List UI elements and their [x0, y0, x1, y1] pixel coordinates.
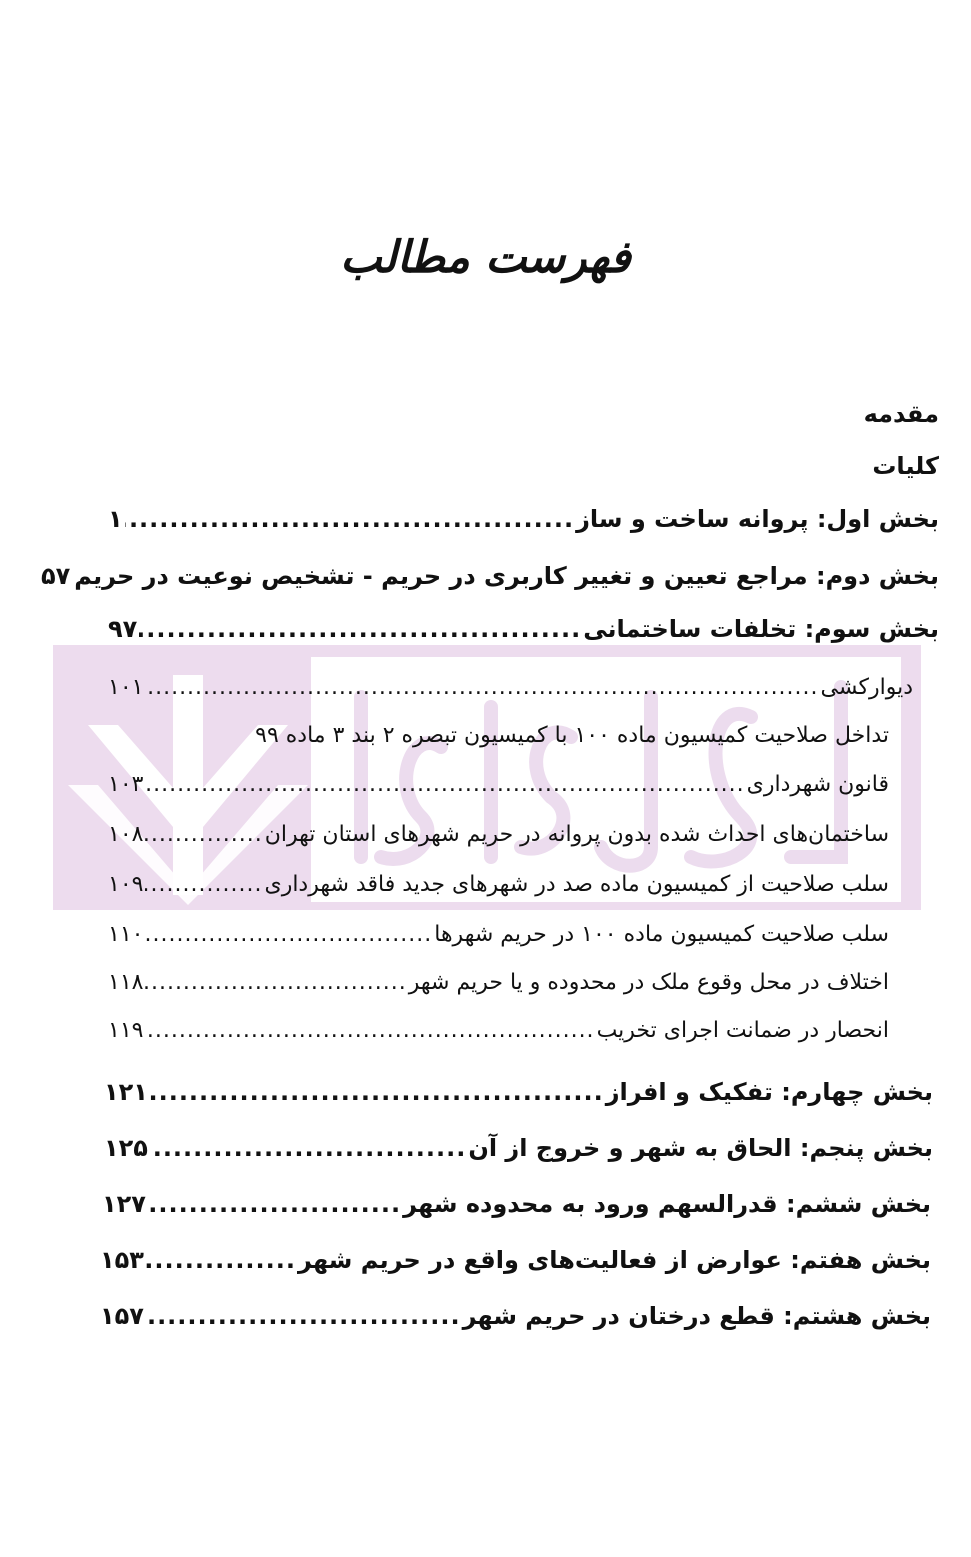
toc-entry[interactable]: بخش پنجم: الحاق به شهر و خروج از آن ..... ۱۲۵ [104, 1134, 933, 1162]
leader-dots [145, 1018, 594, 1043]
toc-entry[interactable]: بخش سوم: تخلفات ساختمانی ..... ۹۷ [108, 615, 939, 643]
toc-subentry[interactable]: سلب صلاحیت کمیسیون ماده ۱۰۰ در حریم شهرها ..... ۱۱۰ [108, 922, 889, 947]
leader-dots [145, 922, 432, 947]
toc-subentry[interactable]: انحصار در ضمانت اجرای تخریب ..... ۱۱۹ [108, 1018, 889, 1043]
leader-dots [145, 675, 818, 700]
toc-heading-introduction: مقدمه [863, 400, 939, 428]
toc-heading-generalities: کلیات [872, 452, 939, 480]
leader-dots [125, 505, 574, 533]
toc-entry[interactable]: بخش هشتم: قطع درختان در حریم شهر ..... ۱۵۷ [100, 1302, 931, 1330]
toc-subentry[interactable]: تداخل صلاحیت کمیسیون ماده ۱۰۰ با کمیسیون تبصره ۲ بند ۳ ماده ۹۹ [255, 723, 889, 748]
leader-dots [145, 772, 744, 797]
page-title: فهرست مطالب [340, 232, 631, 283]
toc-entry[interactable]: بخش چهارم: تفکیک و افراز ..... ۱۲۱ [104, 1078, 933, 1106]
toc-subentry[interactable]: ساختمان‌های احداث شده بدون پروانه در حریم شهرهای استان تهران ..... ۱۰۸ [108, 822, 889, 847]
toc-entry[interactable]: بخش اول: پروانه ساخت و ساز ..... ۱ [108, 505, 939, 533]
leader-dots [139, 615, 581, 643]
toc-entry[interactable]: بخش هفتم: عوارض از فعالیت‌های واقع در حریم شهر ..... ۱۵۳ [100, 1246, 931, 1274]
leader-dots [150, 1134, 466, 1162]
toc-subentry[interactable]: دیوارکشی ..... ۱۰۱ [108, 675, 913, 700]
leader-dots [145, 822, 262, 847]
toc-entry[interactable]: بخش ششم: قدرالسهم ورود به محدوده شهر ..... ۱۲۷ [102, 1190, 931, 1218]
leader-dots [146, 1246, 296, 1274]
toc-subentry[interactable]: اختلاف در محل وقوع ملک در محدوده و یا حریم شهر ..... ۱۱۸ [108, 970, 889, 995]
leader-dots [146, 1302, 461, 1330]
leader-dots [145, 872, 262, 897]
toc-entry[interactable]: بخش دوم: مراجع تعیین و تغییر کاربری در حریم - تشخیص نوعیت در حریم ۵۷ [40, 562, 939, 590]
toc-subentry[interactable]: سلب صلاحیت از کمیسیون ماده صد در شهرهای جدید فاقد شهرداری ..... ۱۰۹ [108, 872, 889, 897]
toc-subentry[interactable]: قانون شهرداری ..... ۱۰۳ [108, 772, 889, 797]
leader-dots [150, 1078, 604, 1106]
leader-dots [148, 1190, 401, 1218]
leader-dots [145, 970, 406, 995]
